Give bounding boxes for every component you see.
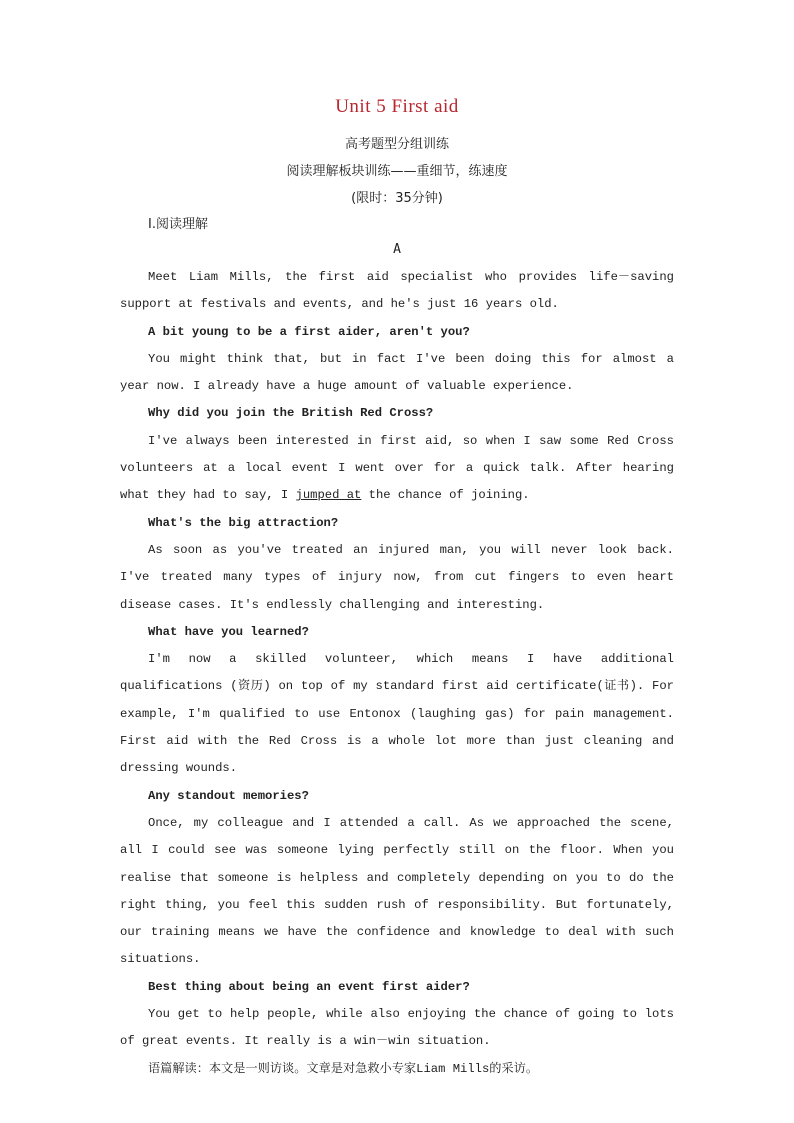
question: What's the big attraction? [148, 515, 339, 530]
answer: As soon as you've treated an injured man, you will never look back. I've treated many types of injury now, from cut fingers to even heart disease cases. It's endlessly challenging and interesting. [120, 542, 674, 612]
subtitle-exam-type: 高考题型分组训练 [344, 137, 449, 152]
answer: You might think that, but in fact I've been doing this for almost a year now. I already have a huge amount of valuable experience. [120, 351, 674, 394]
question: A bit young to be a first aider, aren't you? [148, 324, 470, 339]
answer [120, 428, 674, 510]
passage-analysis: 语篇解读：本文是一则访谈。文章是对急救小专家Liam Mills的采访。 [148, 1061, 539, 1076]
intro-paragraph: Meet Liam Mills, the first aid specialist who provides life－saving support at festivals and events, and he's just 16 years old. [120, 270, 674, 312]
passage-label: A [393, 242, 401, 257]
section-heading: Ⅰ.阅读理解 [148, 217, 208, 232]
answer: Once, my colleague and I attended a call. As we approached the scene, all I could see was someone lying perfectly still on the floor. When you realise that someone is helpless and completely depending on you to do the right thing, you feel this sudden rush of responsibility. But fortunately, our training means we have the confidence and knowledge to deal with such situations. [120, 815, 674, 967]
question: Why did you join the British Red Cross? [148, 406, 434, 421]
page-title: Unit 5 First aid [335, 96, 459, 117]
question: Best thing about being an event first aider? [148, 979, 470, 994]
answer: I'm now a skilled volunteer, which means I have additional qualifications (资历) on top of my standard first aid certificate(证书). For example, I'm qualified to use Entonox (laughing gas) for pain management. First aid with the Red Cross is a whole lot more than just cleaning and dressing wounds. [120, 652, 674, 776]
answer-text: the chance of joining. [361, 488, 530, 503]
answer-text: I've always been interested in first aid, so when I saw some Red Cross volunteers at a local event I went over for a quick talk. After hearing what they had to say, I [120, 433, 674, 503]
passage-body [120, 264, 674, 1083]
time-limit: (限时：35分钟) [351, 191, 443, 206]
subtitle-training: 阅读理解板块训练——重细节，练速度 [286, 164, 508, 179]
question: What have you learned? [148, 624, 309, 639]
question: Any standout memories? [148, 788, 309, 803]
underlined-phrase: jumped at [295, 488, 362, 503]
answer: You get to help people, while also enjoying the chance of going to lots of great events. It really is a win－win situation. [120, 1007, 674, 1049]
